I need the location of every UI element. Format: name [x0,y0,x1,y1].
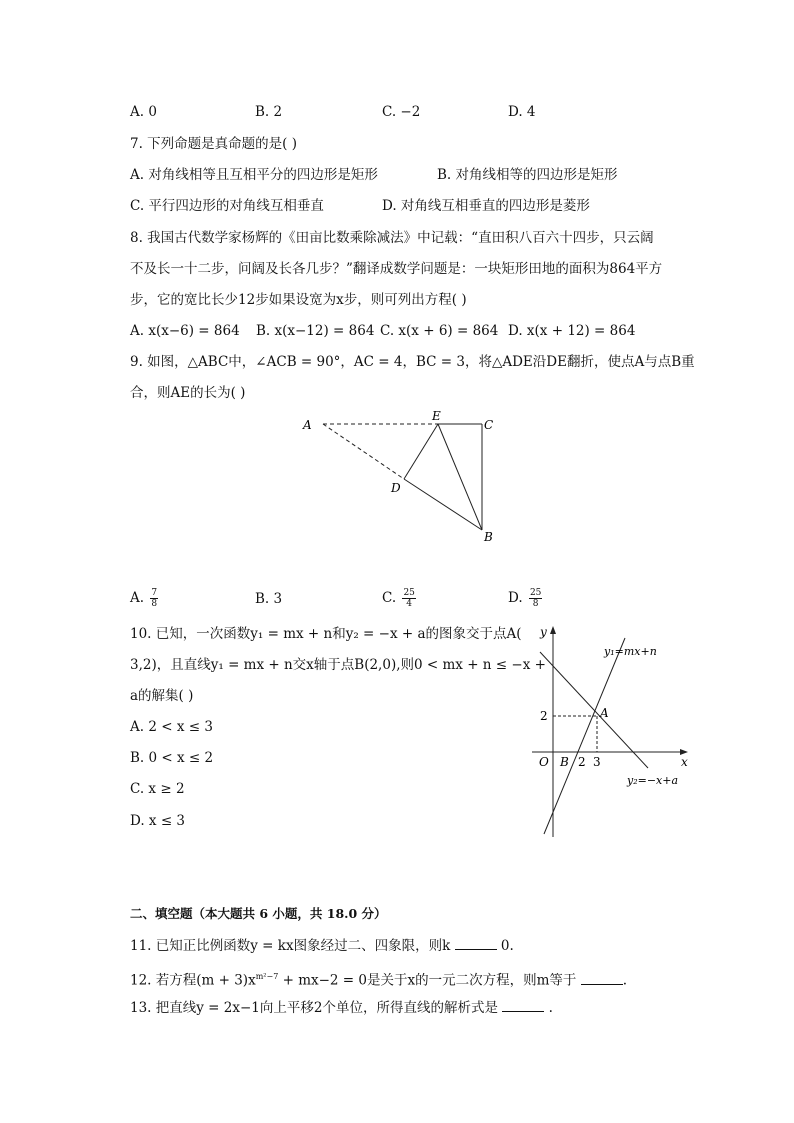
q6-option-a: A. 0 [130,104,157,120]
q10-line-1: 10. 已知，一次函数y₁ = mx + n和y₂ = −x + a的图象交于点A( [130,626,522,642]
q7-option-a: A. 对角线相等且互相平分的四边形是矩形 [130,167,378,183]
fraction-numerator: 25 [529,588,542,598]
q12-line [130,968,627,990]
fraction-numerator: 25 [403,588,415,598]
q12-tail: . [622,972,627,989]
q8-line-2: 不及长一十二步，问阔及长各几步？”翻译成数学问题是：一块矩形田地的面积为864平方 [130,261,663,277]
q8-line-3: 步，它的宽比长少12步如果设宽为x步，则可列出方程( ) [130,292,467,308]
q10-function-graph [530,622,700,842]
tick-x-3: 3 [593,755,601,769]
label-b: B [484,530,493,544]
x-axis-label: x [681,755,688,769]
line-y1 [544,638,625,834]
answer-blank-q12 [581,972,623,985]
q13-text: 13. 把直线y = 2x−1向上平移2个单位，所得直线的解析式是 [130,1000,498,1016]
q9-option-a [130,588,158,609]
q6-option-b: B. 2 [255,104,283,120]
fraction-25-8 [529,588,542,609]
q12-text: 12. 若方程(m + 3)x [130,972,256,989]
q6-option-c: C. −2 [382,104,421,120]
label-c: C [484,418,494,432]
q10-option-b: B. 0 < x ≤ 2 [130,750,214,766]
section-2-title: 二、填空题（本大题共 6 小题，共 18.0 分） [130,906,387,921]
segment-ad-dashed [323,424,404,479]
q10-option-a: A. 2 < x ≤ 3 [130,719,213,735]
q8-line-1: 8. 我国古代数学家杨辉的《田亩比数乘除减法》中记载：“直田积八百六十四步，只云阔 [130,230,654,246]
q9-option-d [508,588,542,609]
y-axis-label: y [540,625,547,639]
q10-line-3: a的解集( ) [130,688,194,704]
q7-option-d: D. 对角线互相垂直的四边形是菱形 [382,198,590,214]
line-y2 [540,652,648,768]
q7-stem: 7. 下列命题是真命题的是( ) [130,136,297,152]
fraction-7-8 [150,588,158,609]
fraction-denominator: 8 [151,599,158,609]
q10-option-d: D. x ≤ 3 [130,813,186,829]
point-a-label: A [600,706,609,720]
segment-eb [438,424,482,530]
q8-option-a: A. x(x−6) = 864 [130,323,240,339]
q11-tail: 0. [500,938,514,954]
q8-option-d: D. x(x + 12) = 864 [508,323,636,339]
origin-label: O [539,755,549,769]
segment-db [404,479,482,530]
q13-line [130,999,553,1017]
label-d: D [391,481,401,495]
q10-option-c: C. x ≥ 2 [130,781,185,797]
q13-tail: . [548,1000,553,1016]
q7-option-b: B. 对角线相等的四边形是矩形 [437,167,618,183]
q7-option-c: C. 平行四边形的对角线互相垂直 [130,198,324,214]
q12-text-mid: + mx−2 = 0是关于x的一元二次方程，则m等于 [278,972,577,989]
segment-ed [404,424,438,479]
label-a: A [303,418,312,432]
label-e: E [432,409,441,423]
answer-blank-q11 [455,937,497,950]
q8-option-c: C. x(x + 6) = 864 [380,323,499,339]
point-b-label: B [560,755,569,769]
q9-option-b: B. 3 [255,591,283,607]
q9-triangle-figure [295,405,505,545]
fraction-numerator: 7 [151,588,158,598]
q8-option-b: B. x(x−12) = 864 [256,323,375,339]
q6-option-d: D. 4 [508,104,536,120]
q9-option-c [382,588,416,609]
q10-line-2: 3,2)，且直线y₁ = mx + n交x轴于点B(2,0),则0 < mx + n ≤ −x + [130,657,546,673]
q9-line-2: 合，则AE的长为( ) [130,385,246,401]
fraction-denominator: 8 [532,599,539,609]
q9-option-a-label: A. [130,590,145,606]
y-axis-arrow [550,626,556,634]
q9-option-c-label: C. [382,590,397,606]
answer-blank-q13 [502,999,544,1012]
fraction-25-4 [402,588,415,609]
line-y1-label: y₁=mx+n [604,645,657,658]
q9-line-1: 9. 如图，△ABC中，∠ACB = 90°，AC = 4，BC = 3，将△ADE沿DE翻折，使点A与点B重 [130,354,695,370]
line-y2-label: y₂=−x+a [627,774,679,787]
q12-exponent: m²−7 [255,972,279,981]
q11-line [130,937,514,955]
q11-text: 11. 已知正比例函数y = kx图象经过二、四象限，则k [130,938,451,954]
tick-y-2: 2 [540,709,548,723]
tick-x-2: 2 [578,755,586,769]
q9-option-d-label: D. [508,590,523,606]
fraction-denominator: 4 [406,599,413,609]
